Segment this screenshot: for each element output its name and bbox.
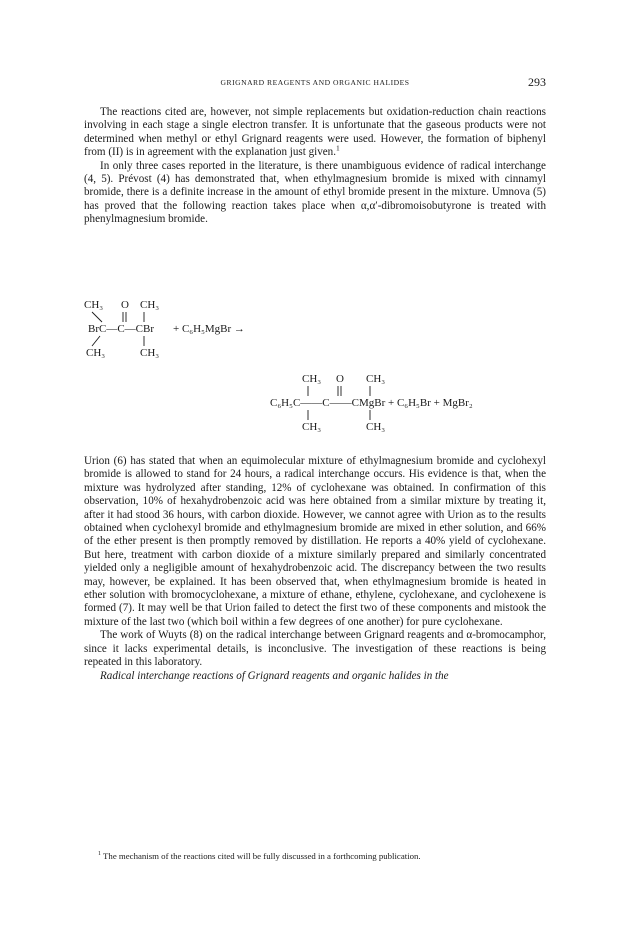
paragraph-text: The reactions cited are, however, not simple replacements but oxidation-reduction chain reactions involving in each stage a single electron transfer. It is unfortunate that the gaseous products were not determined when methyl or ethyl Grignard reagents were used. However, the formation of biphenyl from (II) is in agreement with the explanation just given. [84,106,546,159]
reactant-ch3-bottom-left: CH₃ [86,347,106,359]
product-structure [270,373,473,433]
reaction-scheme [0,294,629,444]
paragraph [84,106,546,160]
product-ch3-top-right: CH₃ [366,373,386,385]
footnote [84,850,546,862]
footnote-ref: 1 [336,143,340,153]
paragraph: In only three cases reported in the literature, is there unambiguous evidence of radical interchange (4, 5). Prévost (4) has demonstrated that, when ethylmagnesium bromide is mixed with cinnamyl bromide, there is a definite increase in the amount of ethyl bromide present in the mixture. Umnova (5) has proved that the following reaction takes place when α,α′-dibromoisobutyrone is treated with phenylmagnesium bromide. [84,159,546,226]
body-text-bottom [84,455,546,683]
product-o: O [336,373,344,385]
reactant-ch3-bottom-right: CH₃ [140,347,160,359]
page-number: 293 [528,75,546,89]
italic-heading: Radical interchange reactions of Grignard reagents and organic halides in the [100,669,449,682]
footnote-text: The mechanism of the reactions cited will be fully discussed in a forthcoming publication. [103,851,421,861]
body-text-top [84,106,546,227]
reactant-ch3-top-left: CH₃ [84,299,104,311]
section-heading-line [84,670,546,683]
reactant-ch3-top-right: CH₃ [140,299,160,311]
running-head: GRIGNARD REAGENTS AND ORGANIC HALIDES [220,78,410,87]
paragraph: The work of Wuyts (8) on the radical interchange between Grignard reagents and α-bromocamphor, since it lacks experimental details, is inconclusive. The investigation of these reactions is being repeated in this laboratory. [84,629,546,669]
product-ch3-bottom-left: CH₃ [302,421,322,433]
reactant-reagent: + C₆H₅MgBr → [173,323,245,335]
page-header [84,75,546,91]
product-ch3-top-left: CH₃ [302,373,322,385]
reactant-main: BrC—C—CBr [88,323,155,335]
footnote-marker: 1 [98,851,101,858]
product-ch3-bottom-right: CH₃ [366,421,386,433]
product-main: C₆H₅C——C——CMgBr + C₆H₅Br + MgBr₂ [270,397,473,409]
paragraph: Urion (6) has stated that when an equimolecular mixture of ethylmagnesium bromide and cyclohexyl bromide is allowed to stand for 24 hours, a radical interchange occurs. His evidence is that, when the mixture was hydrolyzed after standing, 12% of cyclohexane was obtained. In confirmation of this observation, 10% of hexahydrobenzoic acid was here obtained from a similar mixture by treating it, after it had stood 36 hours, with carbon dioxide. However, we cannot agree with Urion as to the results obtained when cyclohexyl bromide and ethylmagnesium bromide are mixed in ether solution, and 66% of the ether present is then promptly removed by distillation. He reports a 40% yield of cyclohexane. But here, treatment with carbon dioxide of a mixture similarly prepared and similarly concentrated yielded only a negligible amount of hexahydrobenzoic acid. The discrepancy between the two results may, however, be explained. It has been observed that, when ethylmagnesium bromide is heated in ether solution with bromocyclohexane, a mixture of ethane, ethylene, cyclohexane, and cyclohexene is formed (7). It may well be that Urion failed to detect the first two of these components and mistook the mixture of the last two (which boil within a few degrees of one another) for pure cyclohexane. [84,455,546,628]
reactant-o: O [121,299,129,311]
reactant-structure [84,299,245,359]
